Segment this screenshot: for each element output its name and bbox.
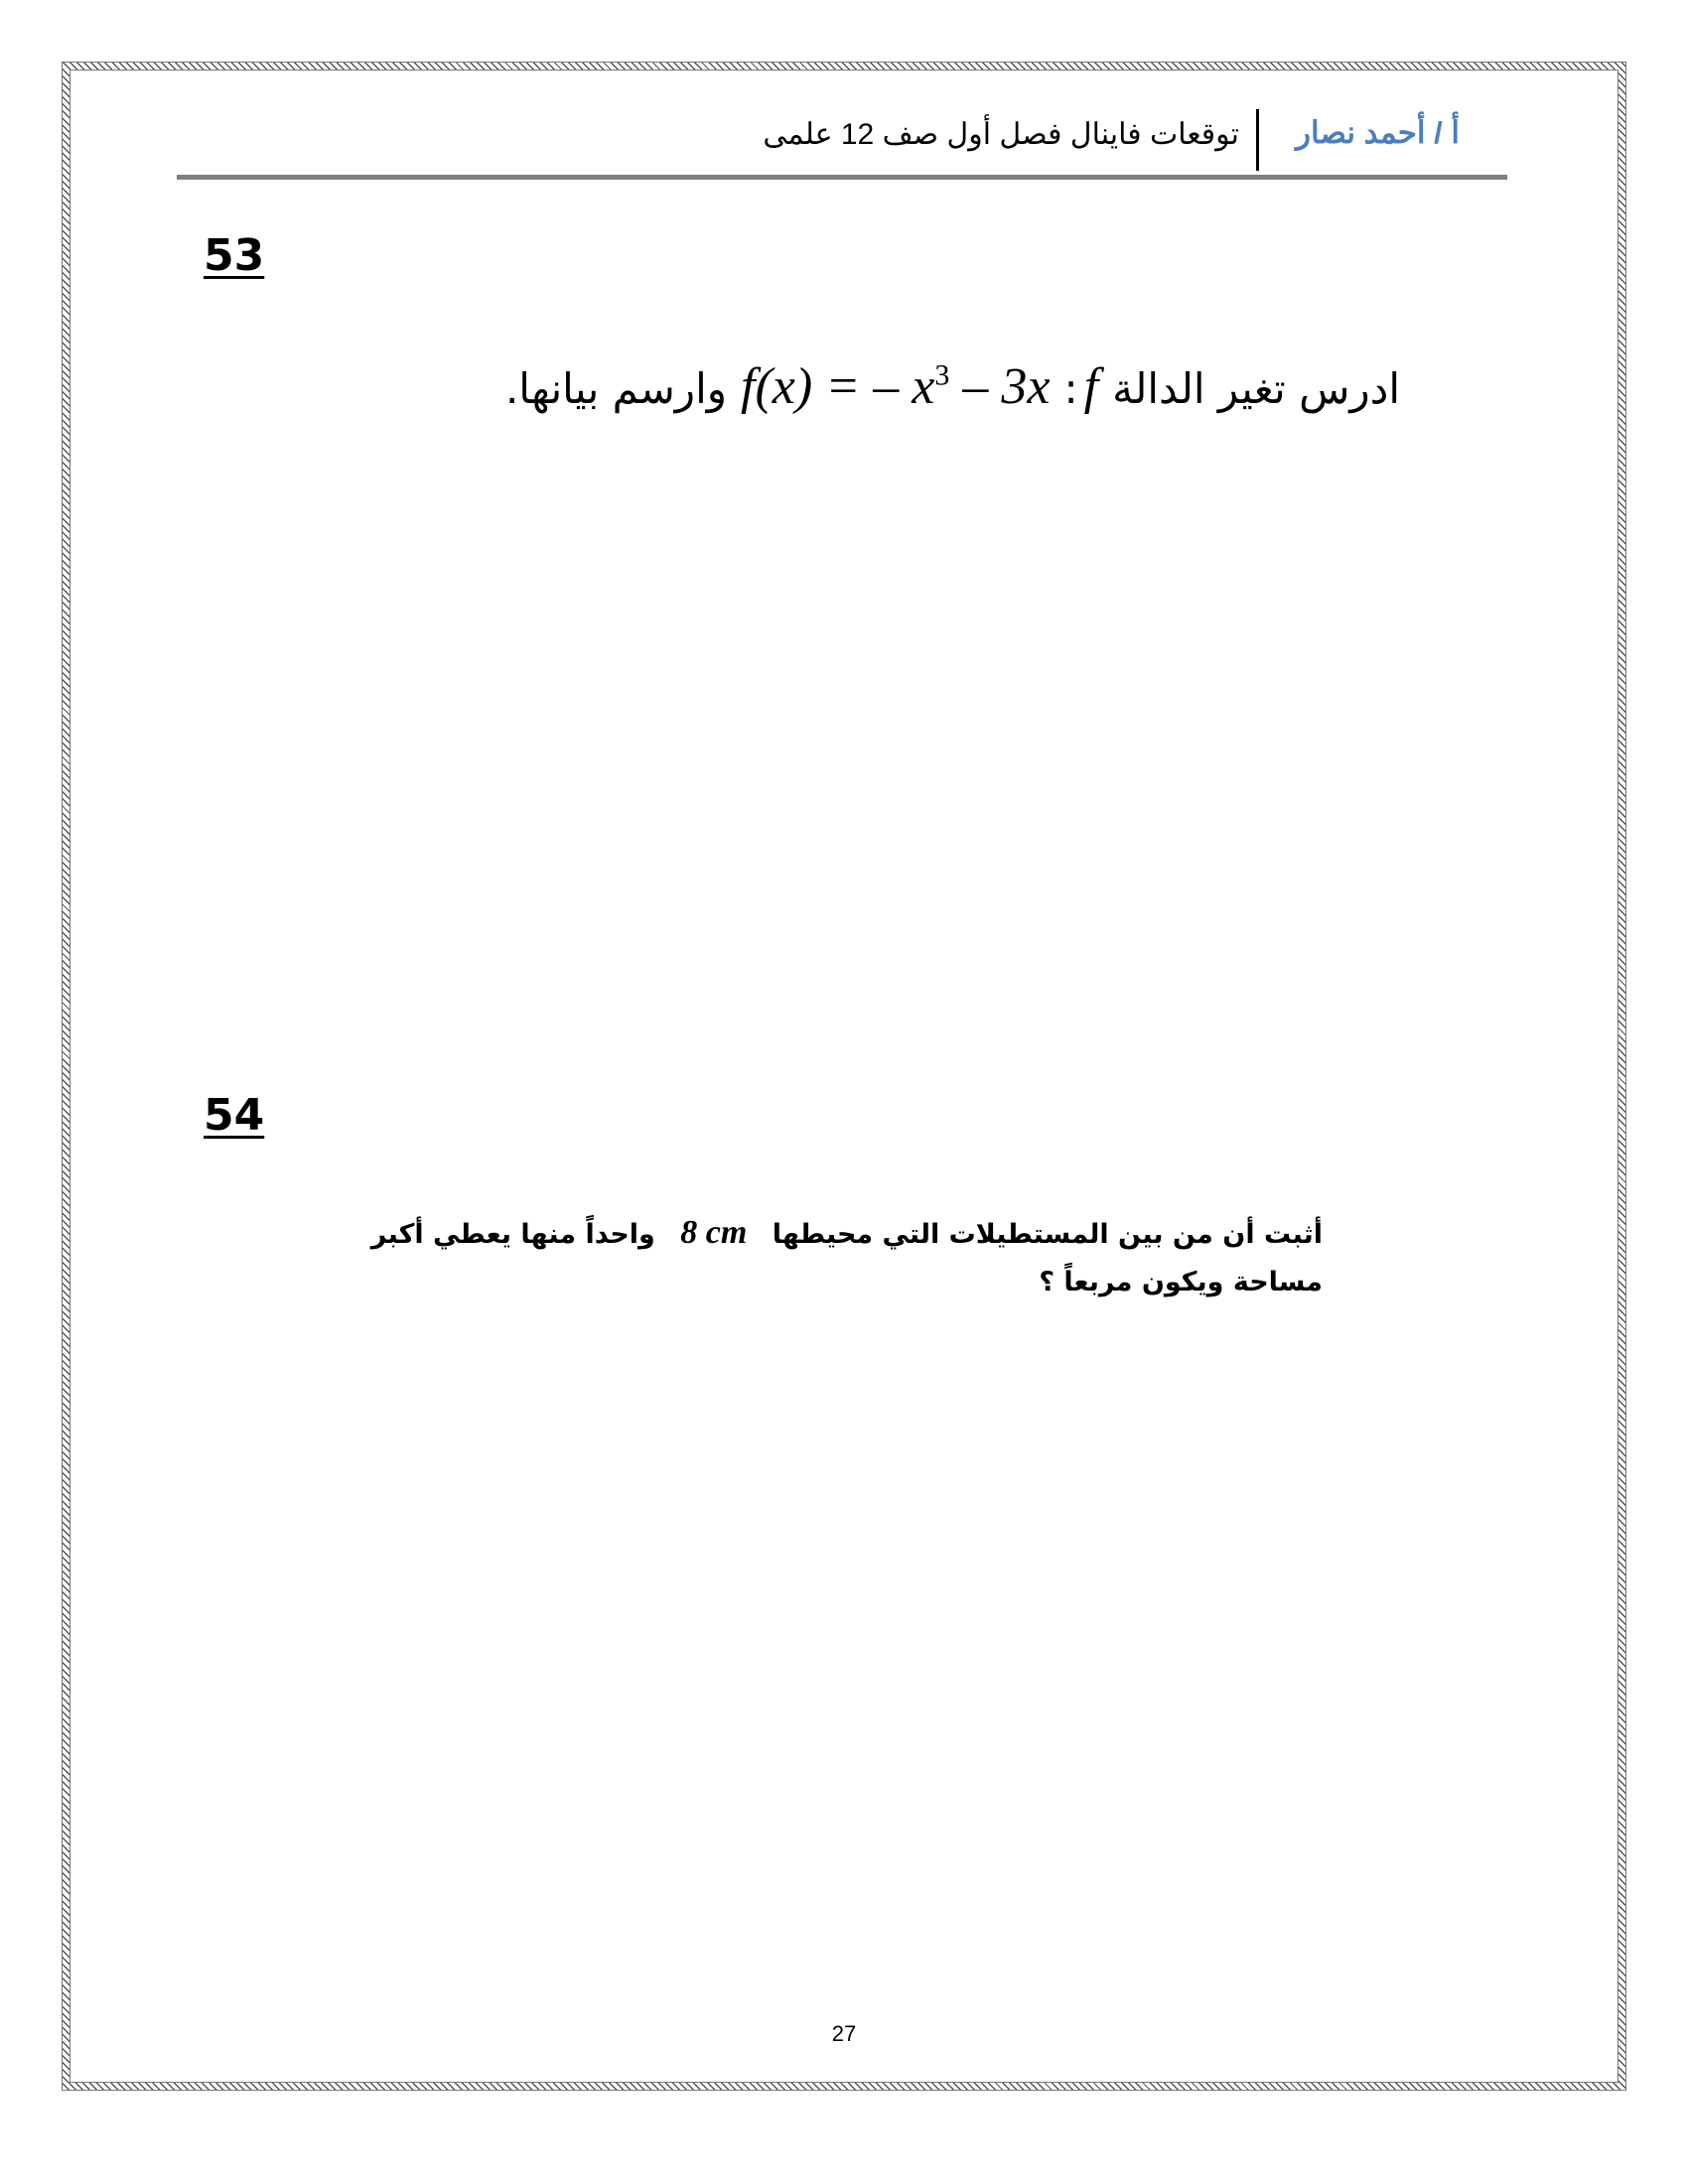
header-title: توقعات فاينال فصل أول صف 12 علمى: [763, 118, 1239, 151]
q53-separator: :: [1063, 364, 1078, 413]
q54-line-1: [290, 1209, 1323, 1259]
header-rule: [177, 175, 1507, 180]
page-header: [177, 109, 1507, 171]
question-54-number: 54: [204, 1090, 265, 1141]
q54-line1-part-b: واحداً منها يعطي أكبر: [370, 1219, 655, 1250]
header-author: أ / أحمد نصار: [1296, 115, 1460, 150]
q53-formula-exponent: 3: [934, 358, 950, 392]
page-number: 27: [831, 2021, 857, 2046]
q53-function-name: f: [1083, 358, 1099, 415]
q53-text-after: وارسم بيانها.: [504, 364, 728, 413]
q54-perimeter-value: 8 cm: [680, 1214, 748, 1251]
q53-formula: [741, 357, 1050, 416]
question-53-text: [505, 357, 1400, 427]
q53-formula-rest: – 3x: [949, 358, 1051, 415]
q54-line1-part-a: أثبت أن من بين المستطيلات التي محيطها: [772, 1219, 1323, 1250]
q54-line-2: مساحة ويكون مربعاً ؟: [1039, 1267, 1323, 1297]
q53-text-before: ادرس تغير الدالة: [1112, 364, 1400, 413]
question-54-text: [290, 1209, 1323, 1306]
q53-formula-lhs: f(x) = – x: [741, 358, 935, 415]
question-53-number: 53: [204, 230, 265, 281]
header-separator: [1256, 109, 1259, 171]
